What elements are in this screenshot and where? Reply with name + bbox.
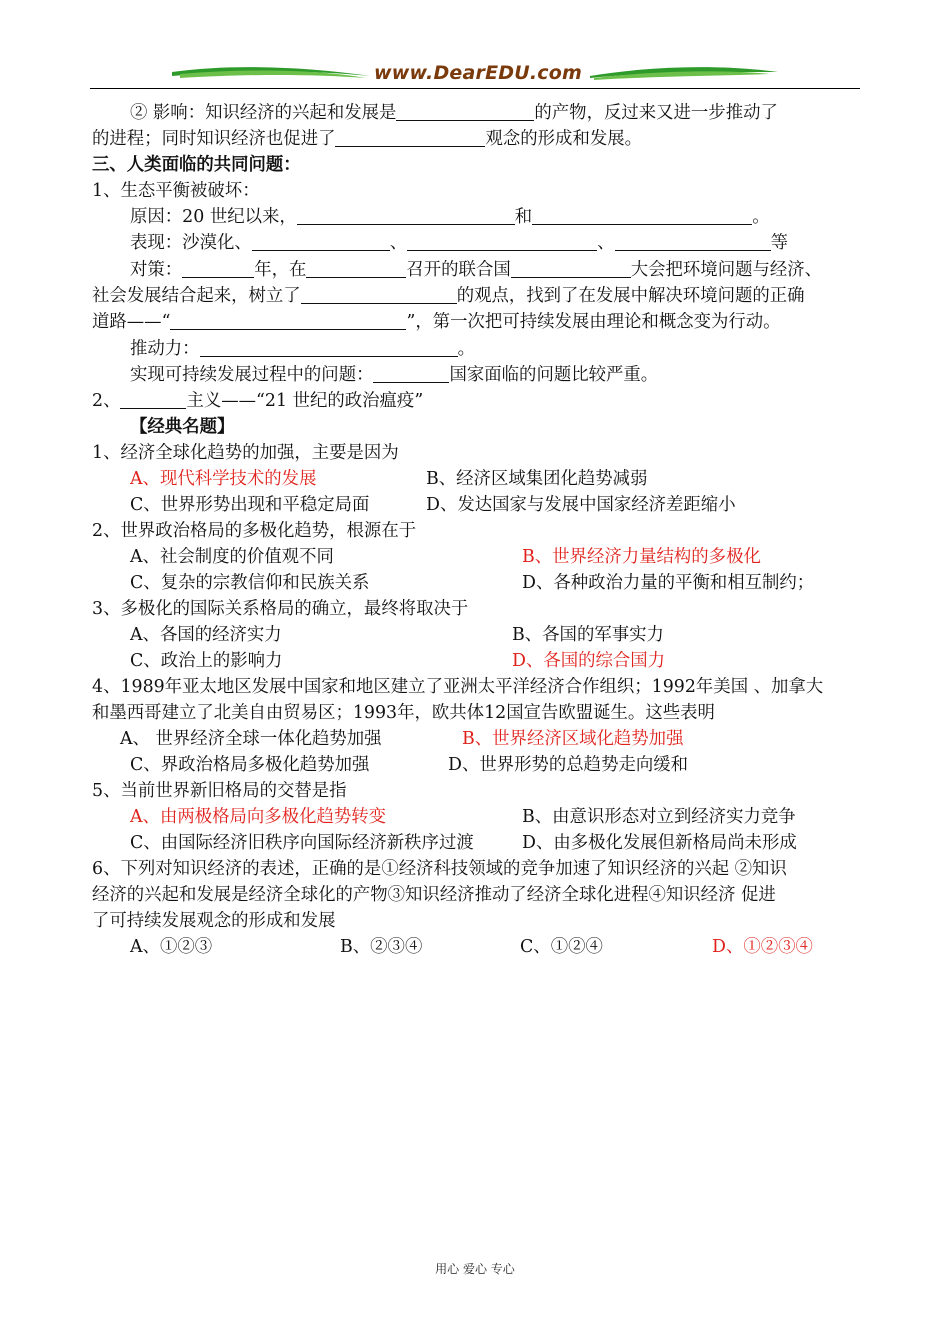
q1-option-d: D、发达国家与发展中国家经济差距缩小 xyxy=(426,495,736,515)
symptom-line xyxy=(130,230,860,256)
footer-motto: 用心 爱心 专心 xyxy=(435,1262,515,1276)
effect-line-2 xyxy=(92,126,860,152)
blank xyxy=(301,285,457,304)
q3-option-c: C、政治上的影响力 xyxy=(130,651,283,671)
logo-text: www.DearEDU.com xyxy=(373,62,583,84)
q1-option-c: C、世界形势出现和平稳定局面 xyxy=(130,495,370,515)
blank xyxy=(306,259,406,278)
blank xyxy=(252,232,390,251)
text: 国家面临的问题比较严重。 xyxy=(449,365,659,385)
q5-stem: 5、当前世界新旧格局的交替是指 xyxy=(92,781,347,801)
text: 原因：20 世纪以来， xyxy=(130,207,297,227)
q1-option-a: A、现代科学技术的发展 xyxy=(130,469,317,489)
q6-stem-2: 经济的兴起和发展是经济全球化的产物③知识经济推动了经济全球化进程④知识经济 促进 xyxy=(92,885,776,905)
blank xyxy=(396,102,534,121)
text: 社会发展结合起来，树立了 xyxy=(92,286,301,306)
blank xyxy=(170,311,406,330)
blank xyxy=(335,128,485,147)
drive-line xyxy=(130,336,860,362)
text: 召开的联合国 xyxy=(406,260,511,280)
q1-stem: 1、经济全球化趋势的加强，主要是因为 xyxy=(92,443,399,463)
q4-stem-2: 和墨西哥建立了北美自由贸易区；1993年，欧共体12国宣告欧盟诞生。这些表明 xyxy=(92,703,715,723)
q2-option-d: D、各种政治力量的平衡和相互制约； xyxy=(522,573,815,593)
text: ”，第一次把可持续发展由理论和概念变为行动。 xyxy=(406,312,781,332)
problem-line xyxy=(130,362,860,388)
q6-stem-1: 6、下列对知识经济的表述，正确的是①经济科技领域的竞争加速了知识经济的兴起 ②知识 xyxy=(92,859,787,879)
q6-option-c: C、①②④ xyxy=(520,937,603,957)
measure-line-1 xyxy=(130,257,860,283)
blank xyxy=(615,232,771,251)
q5-option-d: D、由多极化发展但新格局尚未形成 xyxy=(522,833,797,853)
q1-option-b: B、经济区域集团化趋势减弱 xyxy=(426,469,648,489)
text: 对策： xyxy=(130,260,183,280)
text: 表现：沙漠化、 xyxy=(130,233,252,253)
text: 实现可持续发展过程中的问题： xyxy=(130,365,374,385)
site-logo[interactable] xyxy=(170,62,780,88)
blank xyxy=(373,364,449,383)
q3-option-b: B、各国的军事实力 xyxy=(512,625,664,645)
q4-option-d: D、世界形势的总趋势走向缓和 xyxy=(448,755,689,775)
text: 主义——“21 世纪的政治瘟疫” xyxy=(186,391,424,411)
q3-option-a: A、各国的经济实力 xyxy=(130,625,282,645)
q6-option-a: A、①②③ xyxy=(130,937,213,957)
text: 。 xyxy=(752,207,770,227)
measure-line-3 xyxy=(92,309,860,335)
q4-option-a: A、 世界经济全球一体化趋势加强 xyxy=(120,729,382,749)
text: 和 xyxy=(514,207,533,227)
text: 的观点，找到了在发展中解决环境问题的正确 xyxy=(456,286,805,306)
q2-option-b: B、世界经济力量结构的多极化 xyxy=(522,547,761,567)
blank xyxy=(297,206,515,225)
text: 大会把环境问题与经济、 xyxy=(630,260,823,280)
q6-option-b: B、②③④ xyxy=(340,937,423,957)
q4-option-b: B、世界经济区域化趋势加强 xyxy=(462,729,684,749)
text: 、 xyxy=(597,233,615,253)
q3-stem: 3、多极化的国际关系格局的确立，最终将取决于 xyxy=(92,599,469,619)
q2-stem: 2、世界政治格局的多极化趋势，根源在于 xyxy=(92,521,417,541)
q5-option-c: C、由国际经济旧秩序向国际经济新秩序过渡 xyxy=(130,833,474,853)
measure-line-2 xyxy=(92,283,860,309)
blank xyxy=(511,259,631,278)
q2-option-c: C、复杂的宗教信仰和民族关系 xyxy=(130,573,370,593)
q6-option-d: D、①②③④ xyxy=(712,937,813,957)
q3-option-d: D、各国的综合国力 xyxy=(512,651,666,671)
text: 年，在 xyxy=(254,260,307,280)
blank xyxy=(182,259,254,278)
cause-line xyxy=(130,204,860,230)
q4-option-c: C、界政治格局多极化趋势加强 xyxy=(130,755,370,775)
section-heading: 三、人类面临的共同问题： xyxy=(92,155,301,175)
header-divider xyxy=(90,88,860,89)
subheading-ecology: 1、生态平衡被破坏： xyxy=(92,181,260,201)
text: 推动力： xyxy=(130,339,200,359)
blank xyxy=(532,206,752,225)
text: 的产物，反过来又进一步推动了 xyxy=(534,103,778,123)
text: ② 影响：知识经济的兴起和发展是 xyxy=(130,103,397,123)
text: 2、 xyxy=(92,391,121,411)
blank xyxy=(120,390,186,409)
text: 的进程；同时知识经济也促进了 xyxy=(92,129,336,149)
text: 。 xyxy=(457,339,475,359)
blank xyxy=(200,338,458,357)
text: 道路——“ xyxy=(92,312,171,332)
q2-option-a: A、社会制度的价值观不同 xyxy=(130,547,334,567)
subheading-ism xyxy=(92,388,860,414)
text: 等 xyxy=(770,233,788,253)
q6-stem-3: 了可持续发展观念的形成和发展 xyxy=(92,911,336,931)
q5-option-a: A、由两极格局向多极化趋势转变 xyxy=(130,807,387,827)
q5-option-b: B、由意识形态对立到经济实力竞争 xyxy=(522,807,796,827)
classics-title: 【经典名题】 xyxy=(130,417,235,437)
text: 观念的形成和发展。 xyxy=(485,129,643,149)
effect-line-1 xyxy=(130,100,860,126)
text: 、 xyxy=(389,233,408,253)
q4-stem-1: 4、1989年亚太地区发展中国家和地区建立了亚洲太平洋经济合作组织；1992年美国 、加拿大 xyxy=(92,677,824,697)
blank xyxy=(407,232,597,251)
